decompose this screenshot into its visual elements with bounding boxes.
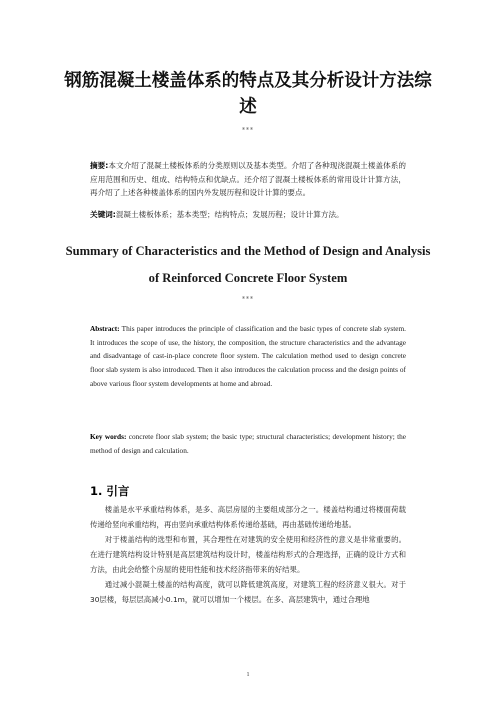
chinese-title: 钢筋混凝土楼盖体系的特点及其分析设计方法综述 bbox=[64, 71, 432, 117]
chinese-abstract-text: 本文介绍了混凝土楼板体系的分类原则以及基本类型。介绍了各种现浇混凝土楼盖体系的应用范围和历史、组成、结构特点和优缺点。还介绍了混凝土楼板体系的常用设计计算方法，再介绍了上述各种楼盖体系的国内外发展历程和设计计算的要点。 bbox=[90, 161, 406, 197]
english-keywords-text: concrete floor slab system; the basic type; structural characteristics; development history; the method of design and calculation. bbox=[90, 432, 407, 455]
chinese-keywords-text: 混凝土楼板体系；基本类型；结构特点；发展历程；设计计算方法。 bbox=[115, 210, 344, 219]
section-heading-introduction: 1. 引言 bbox=[90, 484, 130, 498]
section-body bbox=[90, 502, 406, 607]
english-keywords bbox=[90, 430, 406, 457]
english-abstract-text: This paper introduces the principle of classification and the basic types of concrete slab system. It introduces the scope of use, the history, the composition, the structure characteristics and the advantage and disadvantage of cast-in-place concrete floor system. The calculation method used to design concrete floor slab system is also introduced. Then it also introduces the calculation process and the design points of above various floor system developments at home and abroad. bbox=[90, 324, 406, 388]
english-keywords-label: Key words: bbox=[90, 432, 127, 441]
chinese-keywords-label: 关键词: bbox=[90, 210, 116, 219]
english-abstract bbox=[90, 322, 406, 391]
body-paragraph: 对于楼盖结构的选型和布置，其合理性在对建筑的安全使用和经济性的意义是非常重要的。在进行建筑结构设计特别是高层建筑结构设计时，楼盖结构形式的合理选择，正确的设计方式和方法，由此会给整个房屋的使用性能和技术经济指带来的好结果。 bbox=[90, 535, 406, 574]
english-title: Summary of Characteristics and the Method of Design and Analysis of Reinforced Concrete Floor System bbox=[65, 244, 431, 285]
body-paragraph: 通过减小混凝土楼盖的结构高度，就可以降低建筑高度，对建筑工程的经济意义很大。对于30层楼，每层层高减小0.1m，就可以增加一个楼层。在多、高层建筑中，通过合理地 bbox=[90, 580, 406, 604]
chinese-abstract-label: 摘要: bbox=[90, 161, 109, 170]
chinese-keywords bbox=[90, 209, 406, 221]
chinese-abstract bbox=[90, 159, 406, 200]
body-paragraph: 楼盖是水平承重结构体系，是多、高层房屋的主要组成部分之一。楼盖结构通过将楼面荷载传递给竖向承重结构，再由竖向承重结构体系传递给基础，再由基础传递给地基。 bbox=[90, 505, 406, 529]
english-author-placeholder: *** bbox=[242, 296, 254, 303]
chinese-author-placeholder: *** bbox=[242, 127, 254, 134]
page-number: 1 bbox=[246, 672, 250, 678]
english-abstract-label: Abstract: bbox=[90, 324, 120, 333]
